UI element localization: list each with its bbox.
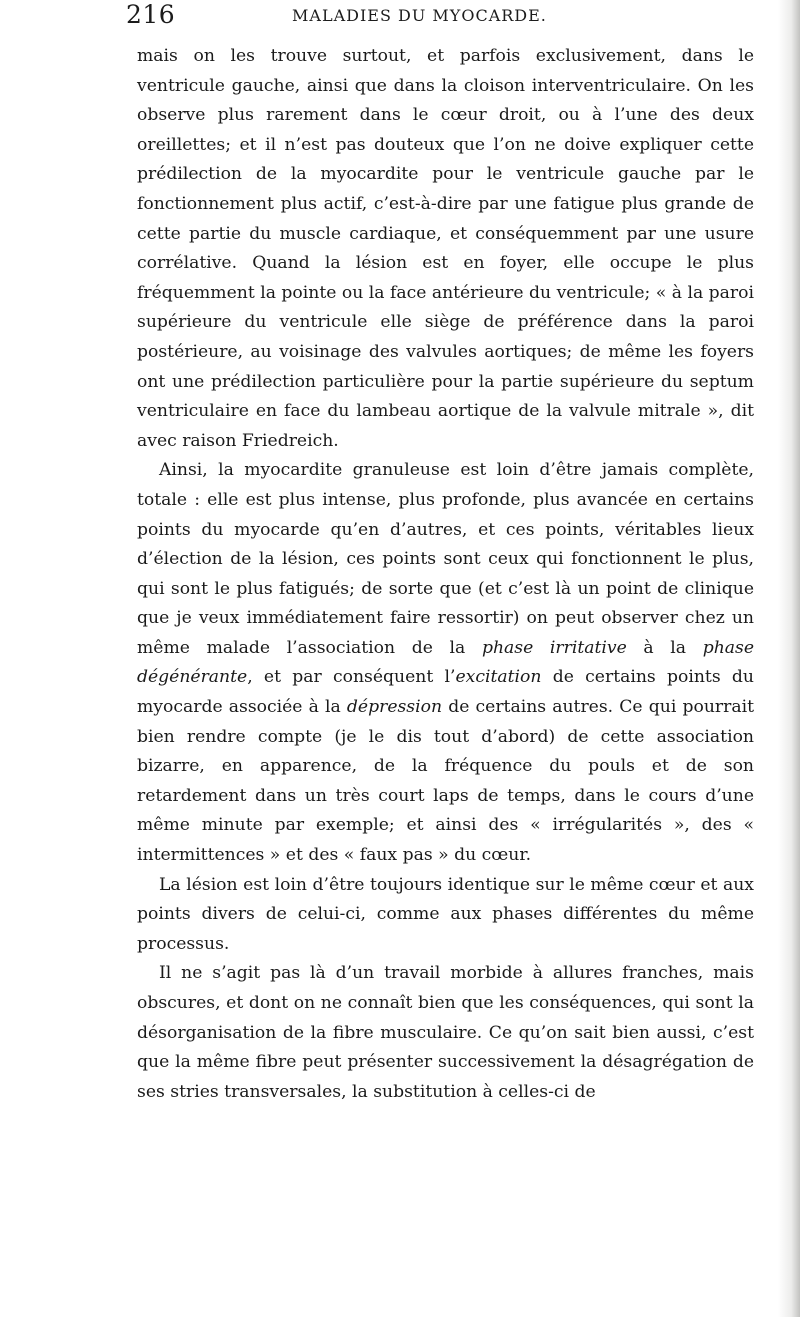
paragraph <box>137 42 754 456</box>
italic-text-run: phase dégénérante <box>137 637 755 688</box>
text-run: mais on les trouve surtout, et parfois exclusivement, dans le ventricule gauche, ainsi que dans la cloison interventriculaire. On les observe plus rarement dans le cœur droit, ou à l’une des deux oreillettes; et il n’est pas douteux que l’on ne doive expliquer cette prédilection de la myocardite pour le ventricule gauche par le fonctionnement plus actif, c’est-à-dire par une fatigue plus grande de cette partie du muscle cardiaque, et conséquemment par une usure corrélative. Quand la lésion est en foyer, elle occupe le plus fréquemment la pointe ou la face antérieure du ventricule; « à la paroi supérieure du ventricule elle siège de préférence dans la paroi postérieure, au voisinage des valvules aortiques; de même les foyers ont une prédilection particulière pour la partie supérieure du septum ventriculaire en face du lambeau aortique de la valvule mitrale », dit avec raison Friedreich. <box>137 46 754 451</box>
text-run: La lésion est loin d’être toujours identique sur le même cœur et aux points divers de celui-ci, comme aux phases différentes du même processus. <box>137 874 754 954</box>
paragraph <box>137 959 754 1107</box>
text-run: de certains points du myocarde associée à la <box>137 667 754 718</box>
page-header <box>126 0 686 40</box>
italic-text-run: excitation <box>455 667 542 688</box>
text-run: Il ne s’agit pas là d’un travail morbide à allures franches, mais obscures, et dont on ne connaît bien que les conséquences, qui sont la désorganisation de la fibre musculaire. Ce qu’on sait bien aussi, c’est que la même fibre peut présenter successivement la désagrégation de ses stries transversales, la substitution à celles-ci de <box>137 963 754 1102</box>
page-number: 216 <box>126 0 176 29</box>
text-run: , et par conséquent l’ <box>247 667 456 688</box>
italic-text-run: phase irritative <box>481 637 627 658</box>
paragraph <box>137 456 754 870</box>
running-head: MALADIES DU MYOCARDE. <box>292 6 547 25</box>
text-run: à la <box>626 637 703 658</box>
italic-text-run: dépression <box>346 697 443 718</box>
page-edge-shadow <box>778 0 800 1317</box>
body-text <box>137 42 754 1107</box>
text-run: de certains autres. Ce qui pourrait bien rendre compte (je le dis tout d’abord) de cette association bizarre, en apparence, de la fréquence du pouls et de son retardement dans un très court laps de temps, dans le cours d’une même minute par exemple; et ainsi des « irrégularités », des « intermittences » et des « faux pas » du cœur. <box>137 697 754 866</box>
text-run: Ainsi, la myocardite granuleuse est loin d’être jamais complète, totale : elle est plus intense, plus profonde, plus avancée en certains points du myocarde qu’en d’autres, et ces points, véritables lieux d’élection de la lésion, ces points sont ceux qui fonctionnent le plus, qui sont le plus fatigués; de sorte que (et c’est là un point de clinique que je veux immédiatement faire ressortir) on peut observer chez un même malade l’association de la <box>137 460 754 658</box>
paragraph <box>137 871 754 960</box>
